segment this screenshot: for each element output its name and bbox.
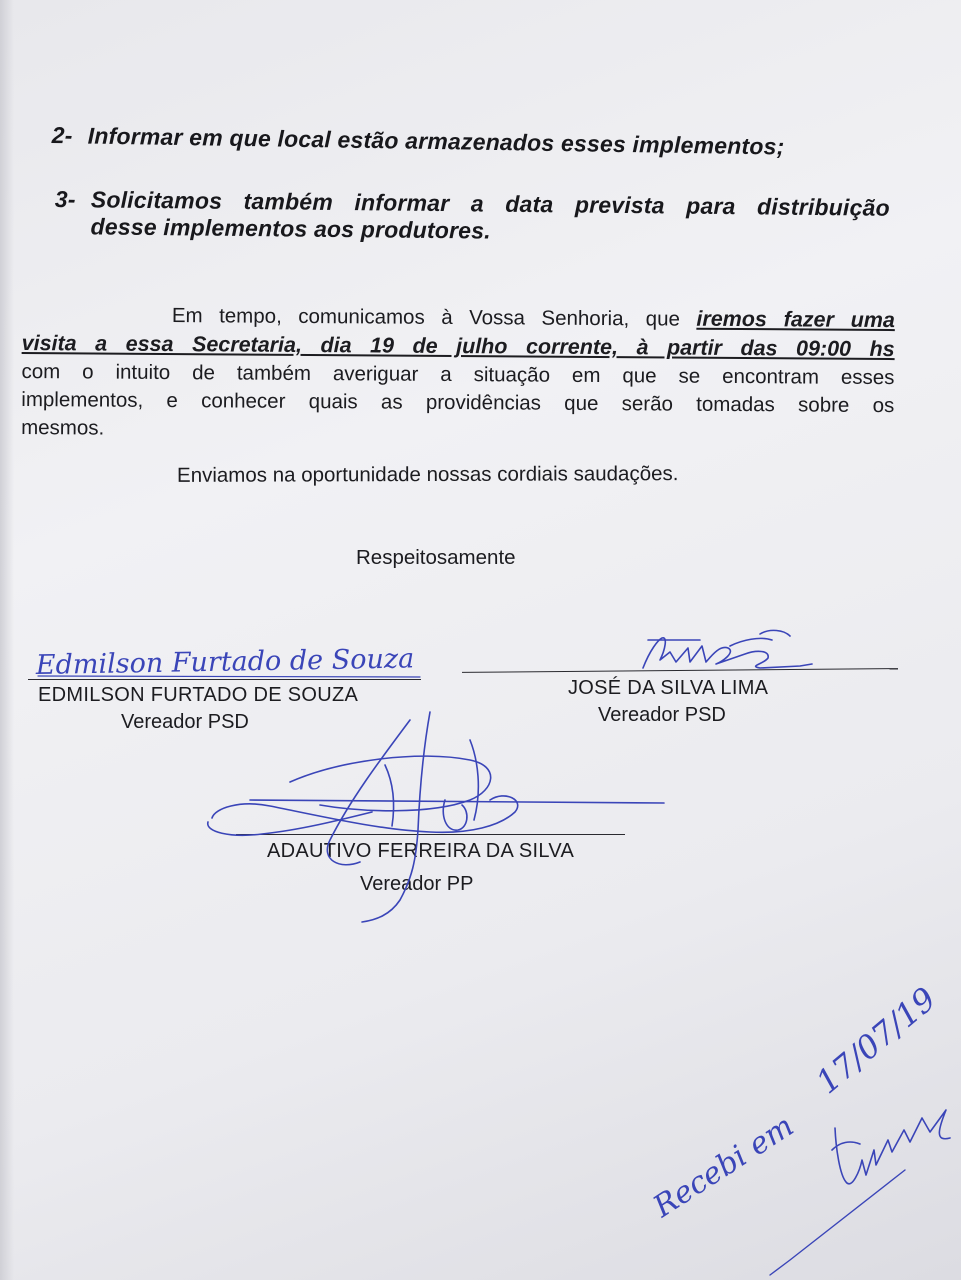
list-item-3 — [54, 186, 890, 249]
receipt-note — [646, 980, 950, 1275]
list-number: 2- — [51, 122, 73, 149]
list-text-line1: Solicitamos também informar a data prevista para distribuição — [90, 186, 890, 221]
list-item-2 — [52, 122, 852, 162]
signatory-role-3: Vereador PP — [360, 873, 474, 895]
signature-edmilson-handwritten — [35, 643, 420, 681]
receipt-date: 17/07/19 — [808, 979, 944, 1102]
signature-line-1 — [28, 679, 421, 680]
paragraph-line-3: com o intuito de também averiguar a situação em que se encontram esses — [21, 359, 895, 390]
page-edge-shadow — [0, 0, 14, 1280]
signatory-role-1: Vereador PSD — [121, 711, 249, 733]
paragraph-text: Em tempo, comunicamos à Vossa Senhoria, que — [171, 304, 697, 331]
closing-greeting: Enviamos na oportunidade nossas cordiais saudações. — [176, 462, 679, 487]
list-text-line2: desse implementos aos produtores. — [90, 213, 491, 244]
receipt-text: Recebi em — [647, 1108, 801, 1225]
paragraph-emphasis: iremos fazer uma — [696, 306, 895, 333]
sign-off: Respeitosamente — [356, 546, 516, 569]
signatory-name-1: EDMILSON FURTADO DE SOUZA — [38, 684, 359, 706]
body-paragraph — [21, 300, 895, 448]
signature-line-3 — [236, 834, 625, 835]
signature-jose-scribble — [643, 630, 812, 668]
signatory-name-3: ADAUTIVO FERREIRA DA SILVA — [267, 840, 575, 862]
list-text: Informar em que local estão armazenados esses implementos; — [87, 122, 785, 160]
paragraph-emphasis: visita a essa Secretaria, dia 19 de julho corrente, à partir das 09:00 hs — [21, 330, 895, 362]
signatory-role-2: Vereador PSD — [598, 704, 726, 726]
handwritten-signature-text: Edmilson Furtado de Souza — [35, 643, 415, 681]
signatory-name-2: JOSÉ DA SILVA LIMA — [568, 677, 769, 699]
signature-line-2 — [462, 668, 898, 673]
paragraph-line-5: mesmos. — [21, 415, 105, 440]
paragraph-line-4: implementos, e conhecer quais as providências que serão tomadas sobre os — [21, 387, 895, 418]
list-number: 3- — [54, 186, 76, 213]
